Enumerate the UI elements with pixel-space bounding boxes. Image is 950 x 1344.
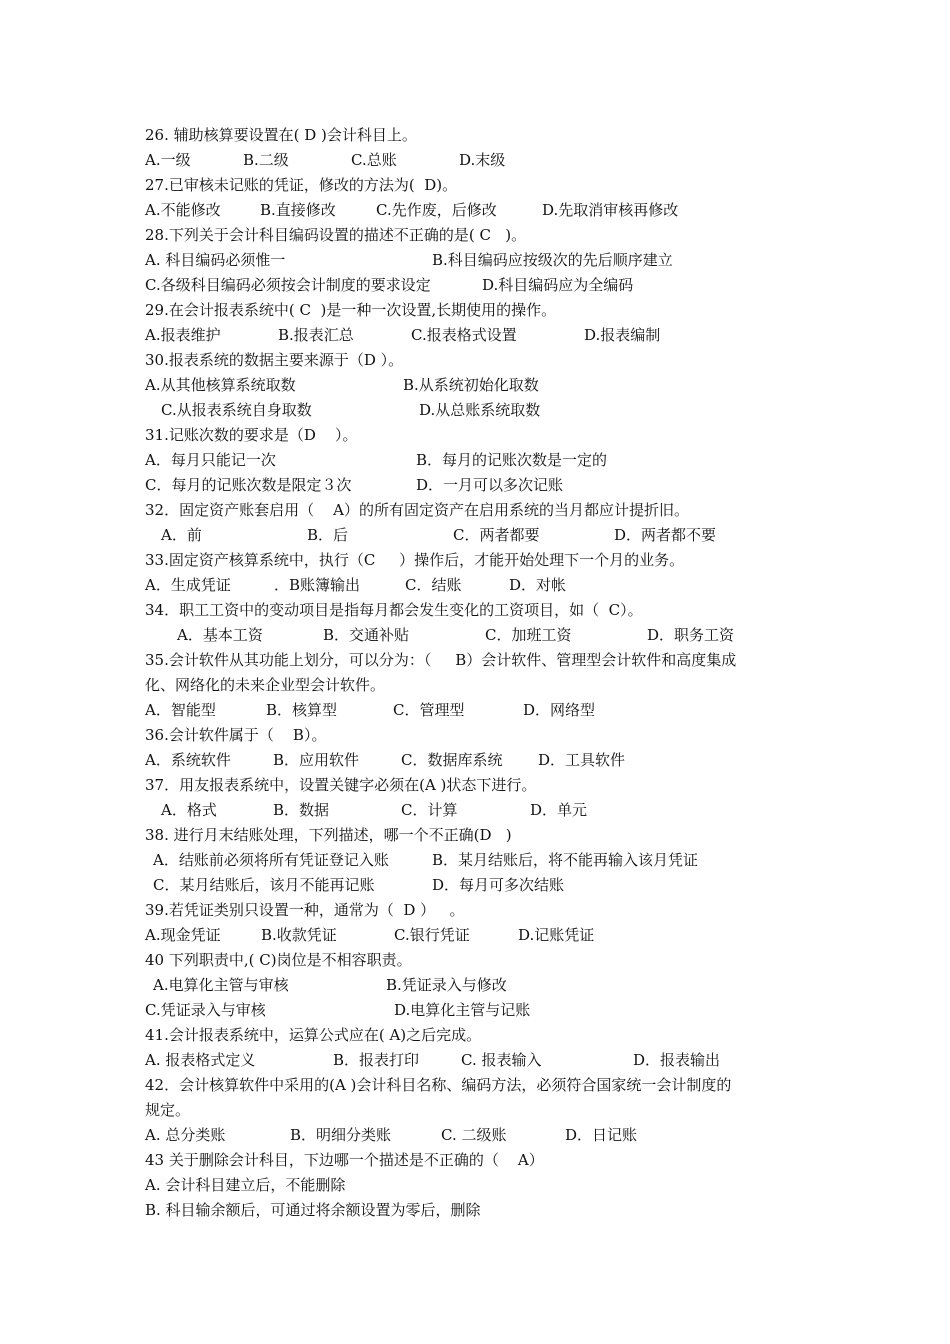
text-line [0, 198, 950, 222]
text-line [0, 373, 950, 397]
option-text: C.各级科目编码必须按会计制度的要求设定 [145, 276, 431, 294]
option-text: C.先作废，后修改 [376, 201, 497, 219]
option-text: A．生成凭证 [145, 576, 231, 594]
text-line [0, 848, 950, 872]
option-text: B．数据 [273, 801, 330, 819]
option-text: C．结账 [405, 576, 462, 594]
option-text: B．报表打印 [333, 1051, 420, 1069]
text-line [0, 523, 950, 547]
option-text: A．智能型 [145, 701, 216, 719]
question-text: 27.已审核未记账的凭证，修改的方法为( D)。 [145, 176, 458, 194]
text-line [0, 873, 950, 897]
option-text: B．明细分类账 [290, 1126, 392, 1144]
text-line [0, 598, 950, 622]
text-line [0, 1173, 950, 1197]
option-text: D．工具软件 [538, 751, 626, 769]
text-line [0, 823, 950, 847]
option-text: C.银行凭证 [394, 926, 470, 944]
question-text: B. 科目输余额后，可通过将余额设置为零后，删除 [145, 1201, 481, 1219]
question-text: 化、网络化的未来企业型会计软件。 [145, 676, 386, 694]
text-line [0, 223, 950, 247]
text-line [0, 573, 950, 597]
question-text: 30.报表系统的数据主要来源于（D ）。 [145, 351, 404, 369]
option-text: C．每月的记账次数是限定３次 [145, 476, 352, 494]
option-text: B.报表汇总 [278, 326, 354, 344]
option-text: B.二级 [243, 151, 289, 169]
text-line [0, 273, 950, 297]
question-text: 28.下列关于会计科目编码设置的描述不正确的是( C )。 [145, 226, 527, 244]
option-text: A. 报表格式定义 [145, 1051, 256, 1069]
option-text: A．前 [161, 526, 202, 544]
text-line [0, 498, 950, 522]
option-text: A.一级 [145, 151, 191, 169]
option-text: D．两者都不要 [614, 526, 717, 544]
option-text: D.先取消审核再修改 [542, 201, 679, 219]
question-text: 37．用友报表系统中，设置关键字必须在(A )状态下进行。 [145, 776, 537, 794]
option-text: C．两者都要 [453, 526, 540, 544]
text-line [0, 423, 950, 447]
text-line [0, 948, 950, 972]
text-line [0, 298, 950, 322]
text-line [0, 1148, 950, 1172]
text-line [0, 723, 950, 747]
text-line [0, 148, 950, 172]
text-line [0, 748, 950, 772]
text-line [0, 1123, 950, 1147]
question-text: 35.会计软件从其功能上划分，可以分为：（ B）会计软件、管理型会计软件和高度集成 [145, 651, 737, 669]
option-text: D．单元 [530, 801, 588, 819]
option-text: B.收款凭证 [261, 926, 337, 944]
text-line [0, 1048, 950, 1072]
option-text: D．日记账 [565, 1126, 638, 1144]
question-text: 26. 辅助核算要设置在( D )会计科目上。 [145, 126, 417, 144]
option-text: A．结账前必须将所有凭证登记入账 [153, 851, 389, 869]
text-line [0, 473, 950, 497]
option-text: C．数据库系统 [401, 751, 503, 769]
text-line [0, 548, 950, 572]
option-text: A．系统软件 [145, 751, 231, 769]
question-text: 38. 进行月末结账处理，下列描述，哪一个不正确(D ) [145, 826, 512, 844]
option-text: C.从报表系统自身取数 [161, 401, 312, 419]
question-text: 33.固定资产核算系统中，执行（C ）操作后，才能开始处理下一个月的业务。 [145, 551, 685, 569]
text-line [0, 898, 950, 922]
question-text: 31.记账次数的要求是（D ）。 [145, 426, 358, 444]
option-text: D.末级 [459, 151, 506, 169]
question-text: 规定。 [145, 1101, 191, 1119]
option-text: B.科目编码应按级次的先后顺序建立 [432, 251, 673, 269]
text-line [0, 1198, 950, 1222]
option-text: D．报表输出 [633, 1051, 721, 1069]
text-line [0, 698, 950, 722]
option-text: D．职务工资 [647, 626, 735, 644]
question-text: 39.若凭证类别只设置一种，通常为（ D ） 。 [145, 901, 465, 919]
option-text: C.总账 [351, 151, 397, 169]
text-line [0, 648, 950, 672]
text-line [0, 348, 950, 372]
option-text: A.从其他核算系统取数 [145, 376, 296, 394]
text-line [0, 773, 950, 797]
option-text: C．管理型 [393, 701, 465, 719]
option-text: D.从总账系统取数 [419, 401, 541, 419]
option-text: C.报表格式设置 [411, 326, 517, 344]
option-text: B．核算型 [266, 701, 338, 719]
option-text: D．每月可多次结账 [432, 876, 565, 894]
option-text: D．网络型 [523, 701, 596, 719]
text-line [0, 623, 950, 647]
text-line [0, 123, 950, 147]
option-text: B．交通补贴 [323, 626, 410, 644]
option-text: A.电算化主管与审核 [153, 976, 289, 994]
text-line [0, 1023, 950, 1047]
option-text: D．一月可以多次记账 [416, 476, 564, 494]
option-text: A. 总分类账 [145, 1126, 226, 1144]
question-text: 32．固定资产账套启用（ A）的所有固定资产在启用系统的当月都应计提折旧。 [145, 501, 689, 519]
option-text: A．基本工资 [177, 626, 263, 644]
option-text: B．后 [307, 526, 349, 544]
option-text: B.从系统初始化取数 [403, 376, 539, 394]
text-line [0, 1073, 950, 1097]
option-text: C．某月结账后，该月不能再记账 [153, 876, 375, 894]
text-line [0, 173, 950, 197]
option-text: C. 报表输入 [461, 1051, 542, 1069]
text-line [0, 323, 950, 347]
option-text: C．加班工资 [485, 626, 572, 644]
option-text: D.电算化主管与记账 [394, 1001, 531, 1019]
option-text: B．某月结账后，将不能再输入该月凭证 [432, 851, 699, 869]
text-line [0, 448, 950, 472]
option-text: C．计算 [401, 801, 458, 819]
option-text: A．每月只能记一次 [145, 451, 276, 469]
text-line [0, 1098, 950, 1122]
option-text: ．B账簿输出 [274, 576, 361, 594]
question-text: 34．职工工资中的变动项目是指每月都会发生变化的工资项目，如（ C）。 [145, 601, 643, 619]
option-text: D.科目编码应为全编码 [482, 276, 634, 294]
question-text: 29.在会计报表系统中( C )是一种一次设置,长期使用的操作。 [145, 301, 557, 319]
text-line [0, 398, 950, 422]
text-line [0, 973, 950, 997]
text-line [0, 798, 950, 822]
text-line [0, 673, 950, 697]
option-text: A.不能修改 [145, 201, 221, 219]
text-line [0, 998, 950, 1022]
question-text: 43 关于删除会计科目，下边哪一个描述是不正确的（ A） [145, 1151, 544, 1169]
question-text: 42．会计核算软件中采用的(A )会计科目名称、编码方法，必须符合国家统一会计制度的 [145, 1076, 732, 1094]
option-text: A.现金凭证 [145, 926, 221, 944]
option-text: A．格式 [161, 801, 217, 819]
option-text: D．对帐 [509, 576, 567, 594]
option-text: B.凭证录入与修改 [386, 976, 507, 994]
option-text: A.报表维护 [145, 326, 221, 344]
option-text: C. 二级账 [441, 1126, 507, 1144]
text-line [0, 248, 950, 272]
option-text: B.直接修改 [260, 201, 336, 219]
question-text: 40 下列职责中,( C)岗位是不相容职责。 [145, 951, 412, 969]
text-line [0, 923, 950, 947]
option-text: C.凭证录入与审核 [145, 1001, 266, 1019]
option-text: B．应用软件 [273, 751, 360, 769]
question-text: 36.会计软件属于（ B）。 [145, 726, 327, 744]
option-text: B．每月的记账次数是一定的 [416, 451, 608, 469]
question-text: A. 会计科目建立后，不能删除 [145, 1176, 346, 1194]
question-text: 41.会计报表系统中，运算公式应在( A)之后完成。 [145, 1026, 482, 1044]
option-text: D.报表编制 [584, 326, 661, 344]
option-text: A. 科目编码必须惟一 [145, 251, 286, 269]
option-text: D.记账凭证 [518, 926, 595, 944]
